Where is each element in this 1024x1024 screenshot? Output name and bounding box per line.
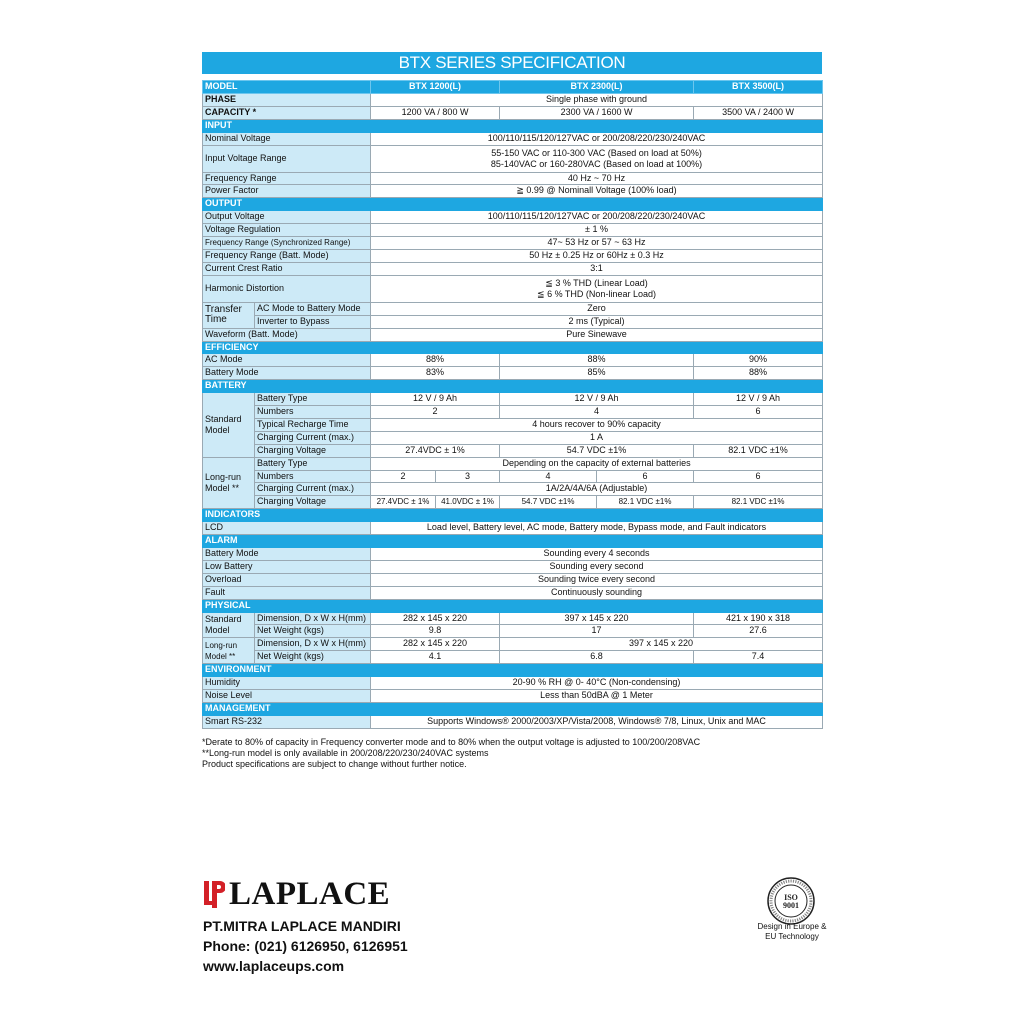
table-row <box>203 470 823 483</box>
lr-numbers-2300b: 6 <box>597 470 694 483</box>
alarm-battery-value: Sounding every 4 seconds <box>371 548 823 561</box>
lr-numbers-label: Numbers <box>255 470 371 483</box>
eff-batt-1200: 83% <box>371 367 500 380</box>
section-input <box>203 119 823 132</box>
physical-standard-label <box>203 612 255 638</box>
inverter-bypass-value: 2 ms (Typical) <box>371 315 823 328</box>
power-factor-label: Power Factor <box>203 185 371 198</box>
capacity-2300: 2300 VA / 1600 W <box>500 106 694 119</box>
battery-standard-label <box>203 393 255 458</box>
lr-voltage-3500: 82.1 VDC ±1% <box>694 496 823 509</box>
lr-voltage-label: Charging Voltage <box>255 496 371 509</box>
model-btx3500: BTX 3500(L) <box>694 81 823 94</box>
spec-title: BTX SERIES SPECIFICATION <box>202 52 822 74</box>
freq-sync-label: Frequency Range (Synchronized Range) <box>203 237 371 250</box>
std-battery-type-3500: 12 V / 9 Ah <box>694 393 823 406</box>
nominal-voltage-value: 100/110/115/120/127VAC or 200/208/220/230/240VAC <box>371 132 823 145</box>
capacity-3500: 3500 VA / 2400 W <box>694 106 823 119</box>
eff-ac-label: AC Mode <box>203 354 371 367</box>
table-row <box>203 444 823 457</box>
battery-standard-l2: Model <box>205 424 230 435</box>
alarm-fault-value: Continuously sounding <box>371 586 823 599</box>
alarm-fault-label: Fault <box>203 586 371 599</box>
table-row <box>203 418 823 431</box>
table-row <box>203 651 823 664</box>
table-row <box>203 548 823 561</box>
std-battery-type-2300: 12 V / 9 Ah <box>500 393 694 406</box>
transfer-time-label <box>203 302 255 328</box>
table-row <box>203 185 823 198</box>
freq-batt-value: 50 Hz ± 0.25 Hz or 60Hz ± 0.3 Hz <box>371 249 823 262</box>
lr-weight-1200: 4.1 <box>371 651 500 664</box>
footnotes <box>202 737 822 770</box>
alarm-low-value: Sounding every second <box>371 560 823 573</box>
section-battery <box>203 380 823 393</box>
table-row <box>203 496 823 509</box>
svg-text:ISO: ISO <box>784 893 798 902</box>
std-numbers-label: Numbers <box>255 406 371 419</box>
table-row <box>203 237 823 250</box>
lr-voltage-2300b: 82.1 VDC ±1% <box>597 496 694 509</box>
lr-dimension-2300-3500: 397 x 145 x 220 <box>500 638 823 651</box>
table-row <box>203 275 823 302</box>
table-row <box>203 689 823 702</box>
table-row <box>203 522 823 535</box>
section-efficiency-label: EFFICIENCY <box>203 341 823 354</box>
physical-longrun-l1: Long-run <box>205 640 238 650</box>
company-website[interactable]: www.laplaceups.com <box>203 958 345 974</box>
lr-numbers-1200a: 2 <box>371 470 436 483</box>
footnote-derate: *Derate to 80% of capacity in Frequency converter mode and to 80% when the output voltage is adjusted to 100/200/208VAC <box>202 737 701 747</box>
waveform-label: Waveform (Batt. Mode) <box>203 328 371 341</box>
table-row <box>203 328 823 341</box>
eff-ac-2300: 88% <box>500 354 694 367</box>
section-output-label: OUTPUT <box>203 198 823 211</box>
section-efficiency <box>203 341 823 354</box>
crest-ratio-label: Current Crest Ratio <box>203 262 371 275</box>
lr-voltage-1200b: 41.0VDC ± 1% <box>436 496 500 509</box>
company-name: PT.MITRA LAPLACE MANDIRI <box>203 918 401 934</box>
laplace-logo <box>203 876 390 912</box>
humidity-label: Humidity <box>203 677 371 690</box>
input-range-line2: 85-140VAC or 160-280VAC (Based on load at 100%) <box>490 158 703 169</box>
section-management-label: MANAGEMENT <box>203 702 823 715</box>
lcd-label: LCD <box>203 522 371 535</box>
lr-weight-label: Net Weight (kgs) <box>255 651 371 664</box>
std-dimension-1200: 282 x 145 x 220 <box>371 612 500 625</box>
section-environment-label: ENVIRONMENT <box>203 664 823 677</box>
table-row <box>203 262 823 275</box>
eff-ac-1200: 88% <box>371 354 500 367</box>
std-voltage-1200: 27.4VDC ± 1% <box>371 444 500 457</box>
std-dimension-label: Dimension, D x W x H(mm) <box>255 612 371 625</box>
company-phone: Phone: (021) 6126950, 6126951 <box>203 938 408 954</box>
lr-dimension-1200: 282 x 145 x 220 <box>371 638 500 651</box>
std-numbers-2300: 4 <box>500 406 694 419</box>
table-row <box>203 715 823 728</box>
design-line-2: EU Technology <box>765 932 819 941</box>
section-indicators <box>203 509 823 522</box>
table-row <box>203 367 823 380</box>
table-row <box>203 483 823 496</box>
capacity-row <box>203 106 823 119</box>
lr-numbers-3500: 6 <box>694 470 823 483</box>
rs232-label: Smart RS-232 <box>203 715 371 728</box>
std-weight-label: Net Weight (kgs) <box>255 625 371 638</box>
input-voltage-range-value <box>371 145 823 172</box>
table-row <box>203 406 823 419</box>
table-row <box>203 302 823 315</box>
iso-9001-seal-icon <box>766 876 816 926</box>
eff-ac-3500: 90% <box>694 354 823 367</box>
company-info <box>203 916 408 976</box>
lr-weight-2300: 6.8 <box>500 651 694 664</box>
lr-current-label: Charging Current (max.) <box>255 483 371 496</box>
harmonic-line2: ≦ 6 % THD (Non-linear Load) <box>537 288 656 299</box>
alarm-overload-value: Sounding twice every second <box>371 573 823 586</box>
output-voltage-label: Output Voltage <box>203 211 371 224</box>
footnote-disclaimer: Product specifications are subject to change without further notice. <box>202 759 467 769</box>
input-voltage-range-label: Input Voltage Range <box>203 145 371 172</box>
table-row <box>203 457 823 470</box>
laplace-wordmark: LAPLACE <box>229 875 391 912</box>
phase-value: Single phase with ground <box>371 93 823 106</box>
model-label: MODEL <box>203 81 371 94</box>
physical-longrun-label <box>203 638 255 664</box>
table-row <box>203 586 823 599</box>
std-numbers-3500: 6 <box>694 406 823 419</box>
std-voltage-2300: 54.7 VDC ±1% <box>500 444 694 457</box>
output-voltage-value: 100/110/115/120/127VAC or 200/208/220/230/240VAC <box>371 211 823 224</box>
ac-to-battery-value: Zero <box>371 302 823 315</box>
noise-label: Noise Level <box>203 689 371 702</box>
frequency-range-value: 40 Hz ~ 70 Hz <box>371 172 823 185</box>
battery-standard-l1: Standard <box>205 413 242 424</box>
lr-battery-type-label: Battery Type <box>255 457 371 470</box>
spec-table <box>202 80 823 729</box>
lr-dimension-label: Dimension, D x W x H(mm) <box>255 638 371 651</box>
std-voltage-3500: 82.1 VDC ±1% <box>694 444 823 457</box>
phase-row <box>203 93 823 106</box>
lr-voltage-1200a: 27.4VDC ± 1% <box>371 496 436 509</box>
lr-battery-type-value: Depending on the capacity of external batteries <box>371 457 823 470</box>
section-management <box>203 702 823 715</box>
std-current-label: Charging Current (max.) <box>255 431 371 444</box>
section-alarm-label: ALARM <box>203 535 823 548</box>
lr-voltage-2300a: 54.7 VDC ±1% <box>500 496 597 509</box>
std-recharge-label: Typical Recharge Time <box>255 418 371 431</box>
table-row <box>203 145 823 172</box>
std-numbers-1200: 2 <box>371 406 500 419</box>
noise-value: Less than 50dBA @ 1 Meter <box>371 689 823 702</box>
table-row <box>203 132 823 145</box>
table-row <box>203 315 823 328</box>
lr-current-value: 1A/2A/4A/6A (Adjustable) <box>371 483 823 496</box>
std-weight-1200: 9.8 <box>371 625 500 638</box>
footnote-longrun: **Long-run model is only available in 200/208/220/230/240VAC systems <box>202 748 489 758</box>
phase-label: PHASE <box>203 93 371 106</box>
section-output <box>203 198 823 211</box>
spec-table-wrapper <box>202 80 822 729</box>
table-row <box>203 354 823 367</box>
std-voltage-label: Charging Voltage <box>255 444 371 457</box>
section-alarm <box>203 535 823 548</box>
ac-to-battery-label: AC Mode to Battery Mode <box>255 302 371 315</box>
inverter-bypass-label: Inverter to Bypass <box>255 315 371 328</box>
freq-batt-label: Frequency Range (Batt. Mode) <box>203 249 371 262</box>
section-physical <box>203 599 823 612</box>
transfer-label-2: Time <box>205 314 227 326</box>
waveform-value: Pure Sinewave <box>371 328 823 341</box>
lcd-value: Load level, Battery level, AC mode, Battery mode, Bypass mode, and Fault indicators <box>371 522 823 535</box>
table-row <box>203 625 823 638</box>
table-row <box>203 172 823 185</box>
section-battery-label: BATTERY <box>203 380 823 393</box>
frequency-range-label: Frequency Range <box>203 172 371 185</box>
physical-longrun-l2: Model ** <box>205 651 236 661</box>
humidity-value: 20-90 % RH @ 0- 40°C (Non-condensing) <box>371 677 823 690</box>
std-current-value: 1 A <box>371 431 823 444</box>
std-battery-type-1200: 12 V / 9 Ah <box>371 393 500 406</box>
capacity-1200: 1200 VA / 800 W <box>371 106 500 119</box>
harmonic-line1: ≦ 3 % THD (Linear Load) <box>545 277 648 288</box>
lr-weight-3500: 7.4 <box>694 651 823 664</box>
model-btx2300: BTX 2300(L) <box>500 81 694 94</box>
design-note <box>722 922 862 942</box>
harmonic-value <box>371 275 823 302</box>
eff-batt-3500: 88% <box>694 367 823 380</box>
std-battery-type-label: Battery Type <box>255 393 371 406</box>
table-row <box>203 573 823 586</box>
freq-sync-value: 47~ 53 Hz or 57 ~ 63 Hz <box>371 237 823 250</box>
table-row <box>203 211 823 224</box>
table-row <box>203 560 823 573</box>
nominal-voltage-label: Nominal Voltage <box>203 132 371 145</box>
battery-longrun-l1: Long-run <box>205 471 242 482</box>
eff-batt-label: Battery Mode <box>203 367 371 380</box>
power-factor-value: ≧ 0.99 @ Nominall Voltage (100% load) <box>371 185 823 198</box>
alarm-battery-label: Battery Mode <box>203 548 371 561</box>
design-line-1: Design in Europe & <box>757 922 827 931</box>
transfer-label-1: Transfer <box>205 304 242 316</box>
table-row <box>203 638 823 651</box>
lr-numbers-1200b: 3 <box>436 470 500 483</box>
std-dimension-2300: 397 x 145 x 220 <box>500 612 694 625</box>
battery-longrun-l2: Model ** <box>205 482 240 493</box>
std-dimension-3500: 421 x 190 x 318 <box>694 612 823 625</box>
battery-longrun-label <box>203 457 255 509</box>
eff-batt-2300: 85% <box>500 367 694 380</box>
crest-ratio-value: 3:1 <box>371 262 823 275</box>
harmonic-label: Harmonic Distortion <box>203 275 371 302</box>
std-weight-3500: 27.6 <box>694 625 823 638</box>
physical-standard-l2: Model <box>205 624 230 635</box>
input-range-line1: 55-150 VAC or 110-300 VAC (Based on load at 50%) <box>491 147 702 158</box>
laplace-lp-icon <box>203 879 225 909</box>
table-row <box>203 249 823 262</box>
table-row <box>203 612 823 625</box>
section-environment <box>203 664 823 677</box>
alarm-overload-label: Overload <box>203 573 371 586</box>
model-header-row <box>203 81 823 94</box>
table-row <box>203 431 823 444</box>
voltage-regulation-label: Voltage Regulation <box>203 224 371 237</box>
table-row <box>203 677 823 690</box>
lr-numbers-2300a: 4 <box>500 470 597 483</box>
section-physical-label: PHYSICAL <box>203 599 823 612</box>
std-weight-2300: 17 <box>500 625 694 638</box>
section-indicators-label: INDICATORS <box>203 509 823 522</box>
voltage-regulation-value: ± 1 % <box>371 224 823 237</box>
alarm-low-label: Low Battery <box>203 560 371 573</box>
svg-text:9001: 9001 <box>783 901 799 910</box>
model-btx1200: BTX 1200(L) <box>371 81 500 94</box>
physical-standard-l1: Standard <box>205 613 242 624</box>
rs232-value: Supports Windows® 2000/2003/XP/Vista/2008, Windows® 7/8, Linux, Unix and MAC <box>371 715 823 728</box>
capacity-label: CAPACITY * <box>203 106 371 119</box>
section-input-label: INPUT <box>203 119 823 132</box>
std-recharge-value: 4 hours recover to 90% capacity <box>371 418 823 431</box>
table-row <box>203 393 823 406</box>
table-row <box>203 224 823 237</box>
